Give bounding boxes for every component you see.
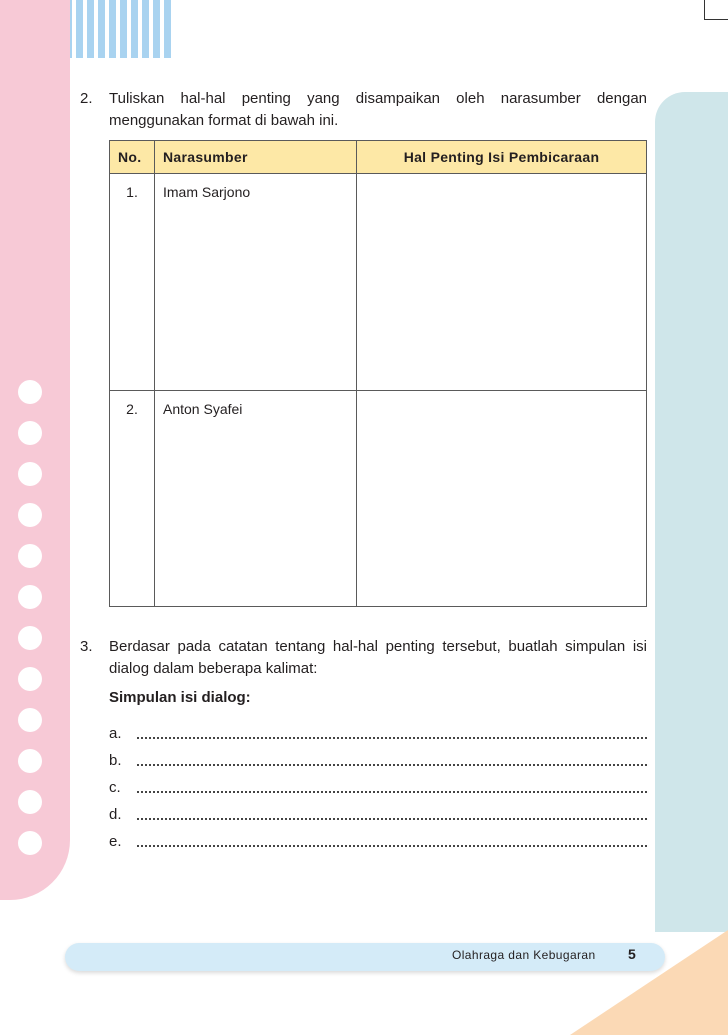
top-stripes: [70, 0, 171, 58]
header-no: No.: [110, 141, 155, 174]
row-1-hal-penting[interactable]: [357, 174, 647, 391]
answer-line[interactable]: [109, 742, 647, 769]
footer-book-title: Olahraga dan Kebugaran: [452, 948, 596, 962]
right-decorative-panel: [655, 92, 728, 932]
question-2: [80, 88, 647, 132]
dotted-line[interactable]: [137, 804, 647, 820]
answer-line[interactable]: [109, 715, 647, 742]
dotted-line[interactable]: [137, 831, 647, 847]
question-3-text: Berdasar pada catatan tentang hal-hal penting tersebut, buatlah simpulan isi dialog dalam beberapa kalimat:: [109, 638, 647, 677]
table-header-row: [110, 141, 647, 174]
header-narasumber: Narasumber: [155, 141, 357, 174]
decorative-dots: [18, 380, 48, 872]
question-2-text: Tuliskan hal-hal penting yang disampaikan oleh narasumber dengan menggunakan format di bawah ini.: [109, 90, 647, 129]
answer-lines: [109, 715, 647, 850]
table-row: [110, 174, 647, 391]
question-3-number: 3.: [80, 638, 93, 655]
answer-label: b.: [109, 752, 122, 769]
table-row: [110, 390, 647, 607]
answer-line[interactable]: [109, 796, 647, 823]
answer-label: e.: [109, 833, 122, 850]
row-1-narasumber: Imam Sarjono: [155, 174, 357, 391]
dotted-line[interactable]: [137, 777, 647, 793]
row-1-no: 1.: [110, 174, 155, 391]
dotted-line[interactable]: [137, 723, 647, 739]
row-2-no: 2.: [110, 390, 155, 607]
answer-label: d.: [109, 806, 122, 823]
row-2-hal-penting[interactable]: [357, 390, 647, 607]
question-3: [80, 636, 647, 680]
footer-page-number: 5: [628, 946, 636, 962]
answer-line[interactable]: [109, 823, 647, 850]
narasumber-table: [109, 140, 647, 607]
question-2-number: 2.: [80, 90, 93, 107]
simpulan-heading: Simpulan isi dialog:: [109, 689, 251, 706]
left-decorative-band: [0, 0, 70, 900]
answer-label: c.: [109, 779, 121, 796]
corner-box: [704, 0, 728, 20]
header-hal-penting: Hal Penting Isi Pembicaraan: [357, 141, 647, 174]
row-2-narasumber: Anton Syafei: [155, 390, 357, 607]
answer-line[interactable]: [109, 769, 647, 796]
dotted-line[interactable]: [137, 750, 647, 766]
answer-label: a.: [109, 725, 122, 742]
